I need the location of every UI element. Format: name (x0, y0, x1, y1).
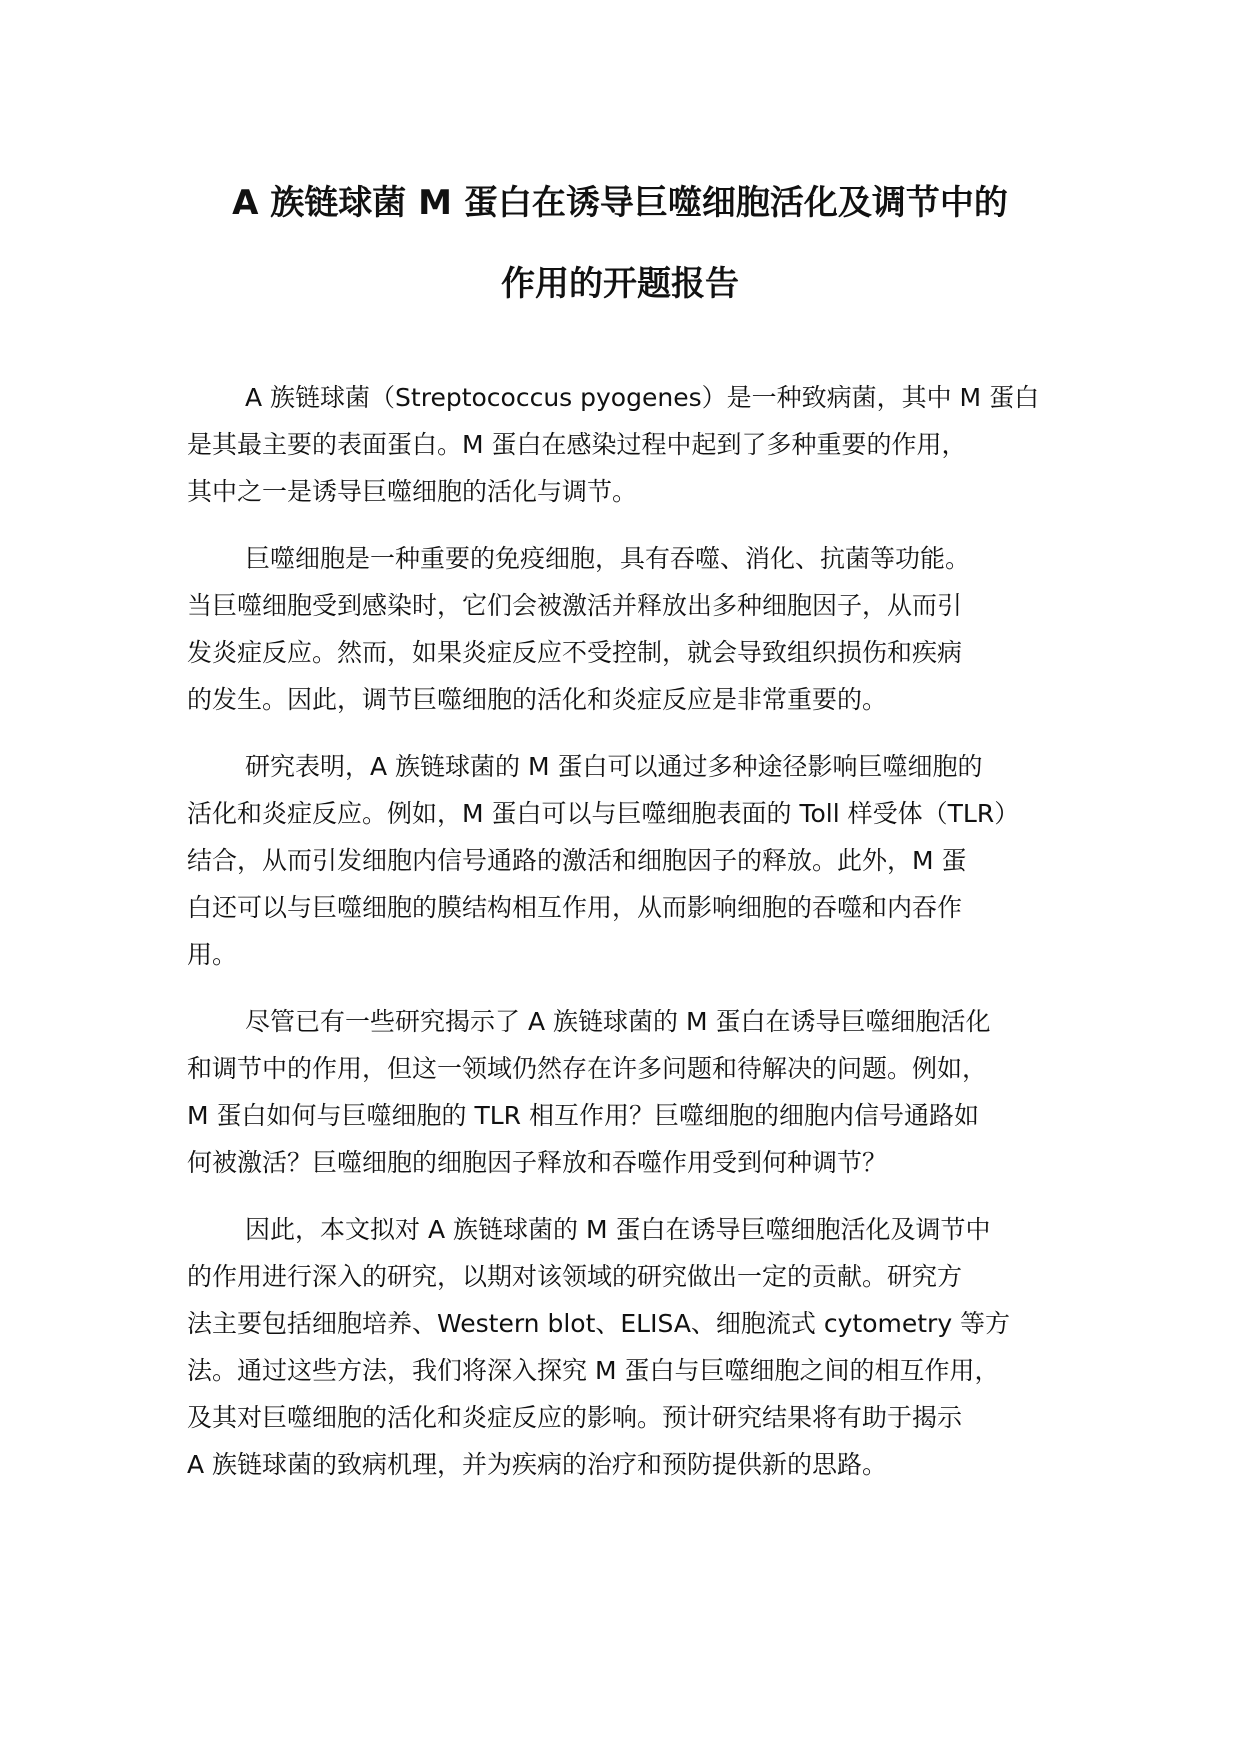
text-line: 白还可以与巨噬细胞的膜结构相互作用，从而影响细胞的吞噬和内吞作 (187, 893, 963, 922)
document-title-line-1: A 族链球菌 M 蛋白在诱导巨噬细胞活化及调节中的 (232, 183, 1008, 223)
text-line: 其中之一是诱导巨噬细胞的活化与调节。 (187, 477, 638, 506)
text-line: 及其对巨噬细胞的活化和炎症反应的影响。预计研究结果将有助于揭示 (187, 1403, 963, 1432)
text-line: 的作用进行深入的研究，以期对该领域的研究做出一定的贡献。研究方 (187, 1262, 963, 1291)
text-line: 用。 (187, 940, 238, 969)
text-line: 研究表明，A 族链球菌的 M 蛋白可以通过多种途径影响巨噬细胞的 (245, 752, 983, 781)
paragraph-1 (187, 374, 1077, 515)
text-line: 巨噬细胞是一种重要的免疫细胞，具有吞噬、消化、抗菌等功能。 (245, 544, 971, 573)
text-line: 活化和炎症反应。例如，M 蛋白可以与巨噬细胞表面的 Toll 样受体（TLR） (187, 799, 1020, 828)
text-line: 法。通过这些方法，我们将深入探究 M 蛋白与巨噬细胞之间的相互作用， (187, 1356, 1000, 1385)
text-line: 是其最主要的表面蛋白。M 蛋白在感染过程中起到了多种重要的作用， (187, 430, 967, 459)
text-line: 结合，从而引发细胞内信号通路的激活和细胞因子的释放。此外，M 蛋 (187, 846, 967, 875)
paragraph-2 (187, 535, 1077, 723)
text-line: 发炎症反应。然而，如果炎症反应不受控制，就会导致组织损伤和疾病 (187, 638, 963, 667)
document-body (187, 374, 1077, 1508)
text-line: A 族链球菌的致病机理，并为疾病的治疗和预防提供新的思路。 (187, 1450, 888, 1479)
document-title-line-2: 作用的开题报告 (501, 264, 739, 304)
text-line: 当巨噬细胞受到感染时，它们会被激活并释放出多种细胞因子，从而引 (187, 591, 963, 620)
text-line: 尽管已有一些研究揭示了 A 族链球菌的 M 蛋白在诱导巨噬细胞活化 (245, 1007, 991, 1036)
paragraph-4 (187, 998, 1077, 1186)
text-line: 何被激活？巨噬细胞的细胞因子释放和吞噬作用受到何种调节？ (187, 1148, 888, 1177)
text-line: 因此，本文拟对 A 族链球菌的 M 蛋白在诱导巨噬细胞活化及调节中 (245, 1215, 991, 1244)
text-line: 法主要包括细胞培养、Western blot、ELISA、细胞流式 cytometry 等方 (187, 1309, 1011, 1338)
text-line: M 蛋白如何与巨噬细胞的 TLR 相互作用？巨噬细胞的细胞内信号通路如 (187, 1101, 979, 1130)
text-line: A 族链球菌（Streptococcus pyogenes）是一种致病菌，其中 M 蛋白 (245, 383, 1040, 412)
text-line: 和调节中的作用，但这一领域仍然存在许多问题和待解决的问题。例如， (187, 1054, 988, 1083)
paragraph-3 (187, 743, 1077, 978)
text-line: 的发生。因此，调节巨噬细胞的活化和炎症反应是非常重要的。 (187, 685, 888, 714)
paragraph-5 (187, 1206, 1077, 1488)
